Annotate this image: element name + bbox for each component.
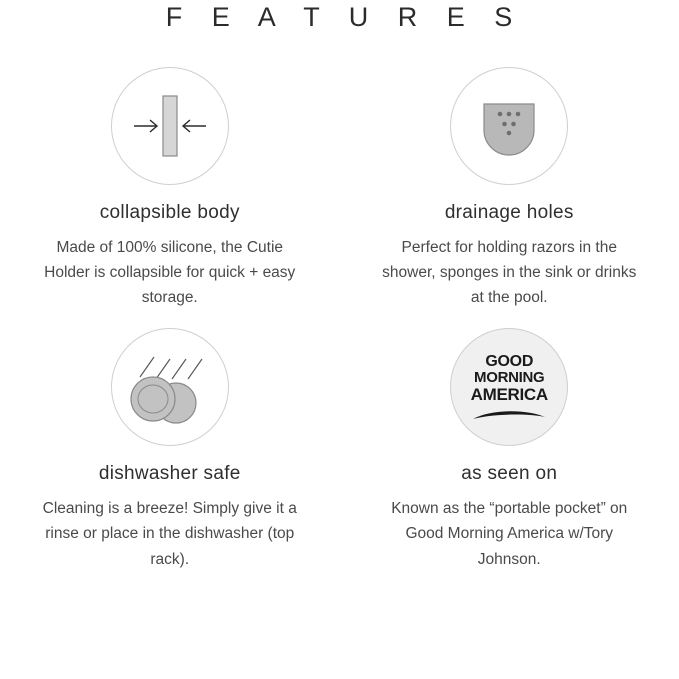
feature-description: Made of 100% silicone, the Cutie Holder is collapsible for quick + easy storage.	[44, 239, 296, 307]
feature-description: Cleaning is a breeze! Simply give it a rinse or place in the dishwasher (top rack).	[42, 500, 297, 568]
good-morning-america-logo	[450, 328, 568, 446]
feature-title: collapsible body	[99, 202, 240, 223]
logo-line-3: AMERICA	[470, 385, 548, 405]
feature-title: as seen on	[461, 463, 558, 485]
features-grid	[0, 67, 679, 572]
logo-line-1: GOOD	[485, 352, 534, 370]
feature-item	[0, 328, 340, 571]
dishwasher-plates-icon	[111, 328, 229, 446]
logo-swoosh-icon	[471, 408, 547, 422]
page-title: F E A T U R E S	[165, 2, 524, 32]
feature-item	[340, 67, 679, 310]
feature-item	[0, 67, 340, 310]
feature-item	[340, 328, 679, 571]
feature-description: Perfect for holding razors in the shower, sponges in the sink or drinks at the pool.	[382, 239, 637, 307]
feature-title: drainage holes	[444, 202, 574, 223]
feature-title: dishwasher safe	[98, 463, 241, 485]
feature-description: Known as the “portable pocket” on Good Morning America w/Tory Johnson.	[391, 500, 628, 568]
drainage-holes-cup-icon	[450, 67, 568, 185]
logo-line-2: MORNING	[474, 369, 545, 387]
collapse-arrows-icon	[111, 67, 229, 185]
